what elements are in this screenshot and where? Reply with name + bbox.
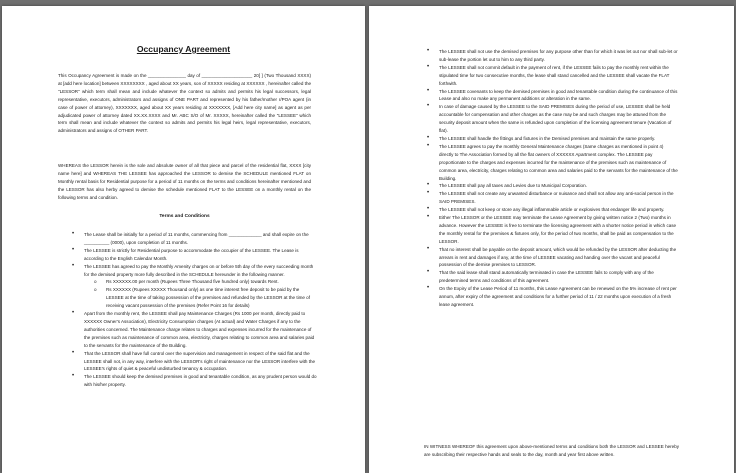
term-item: • The LESSEE shall handle the fittings and fixtures in the Demised premises and maintain the same properly. [427,135,679,143]
term-item: • The LESSEE covenants to keep the demised premises in good and tenantable condition during the continuance of this Lease and also no make any permanent additions or alteration in the same. [427,88,679,104]
term-item: • The LESSEE shall not create any unwanted disturbance or nuisance and shall not allow any anti-social person in the SAID PREMISES. [427,190,679,206]
document-page-left [2,6,365,473]
term-item: • In case of damage caused by the LESSEE to the SAID PREMISES during the period of use, LESSEE shall be held accountable for compensation and other charges as the case may be and such charges may be attuned from the security deposit amount when the same is refunded upon completion of the licensing agreement tenure (Vacation of flat). [427,103,679,135]
term-item: • That the LESSOR shall have full control over the supervision and management in respect of the said flat and the LESSEE shall not, in any way, interfere with the LESSOR's right of maintenance nor the LESSOR interfere with the LESSEE's rights of quiet & peaceful undisturbed tenancy & occupation. [72,350,317,374]
terms-list-left [72,231,317,389]
term-sublist [94,278,317,310]
term-item: • On the Expiry of the Lease Period of 11 months, this Lease Agreement can be renewed on the 5% increase of rent per annum, after expiry of the agreement and conditions for a further period of 11 / 22 months upon execution of a fresh lease agreement. [427,285,679,309]
term-item: • The LESSEE shall not keep or store any illegal inflammable article or explosives that endanger life and property. [427,206,679,214]
term-item: • The LESSEE shall not use the demised premises for any purpose other than for which it was let out nor shall sub-let or sub-lease the portion let out to him to any third party. [427,48,679,64]
term-item: • The LESSEE is strictly for Residential purpose to accommodate the occupier of the LESSEE. The Lease is according to the English Calendar Month. [72,247,317,263]
term-item-text: The LESSEE has agreed to pay the Monthly Amenity charges on or before 5th day of the every succeeding month for the demised property more fully described in the SCHEDULE hereunder in the following manner. [84,263,314,277]
term-item: • The Lease shall be initially for a period of 11 months, commencing from _____________ and shall expire on the __________ (0000), upon completion of 11 months. [72,231,317,247]
term-subitem: o Rs XXXXXX.00 per month (Rupees Three Thousand five hundred only) towards Rent. [94,278,317,286]
document-page-right [369,6,734,473]
whereas-paragraph: WHEREAS the LESSOR herein is the sole and absolute owner of all that piece and parcel of the residential flat, XXXX [city name here] and WHEREAS THE LESSEE has approached the LESSOR to demise the SCHEDULE mentioned FLAT on Monthly rental basis for Residential purpose for a period of 11 months on the terms and conditions hereinafter mentioned and the LESSOR has also herby agreed to demise the schedule mentioned FLAT to the LESSEE on a monthly rental on the following terms and condition. [58,163,311,200]
term-item: • The LESSEE agrees to pay the monthly General Maintenance charges (Same charges as mentioned in point 4) directly to The Association formed by all the flat owners of XXXXXX Apartment complex. The LESSEE pay proportionate to the charges and expenses incurred for the maintenance of the premises such as maintenance of common area, electricity, charges relating to common area and salaries paid to the servants for the maintenance of the Building. [427,143,679,183]
term-item: • That the said lease shall stand automatically terminated in case the LESSEE fails to comply with any of the predetermined terms and conditions of this agreement. [427,269,679,285]
term-item: • Either The LESSOR or the LESSEE may terminate the Lease Agreement by giving written notice 2 (Two) months in advance. However the LESSEE is free to terminate the licensing agreement with a shorter notice period in which case the monthly rental for the premises & fixtures only, for the period of two months, shall be paid as compensation to the LESSOR. [427,214,679,246]
term-item: • The LESSEE shall pay all taxes and Levies due to Municipal Corporation. [427,182,679,190]
term-subitem: o Rs XXXXXX (Rupees XXXXX Thousand only) as one time interest free deposit to be paid by the LESSEE at the time of taking possession of the premises and refunded by the LESSOR at the time of receiving vacant possession of the premises (Refer Point 16 for details) [94,286,317,310]
term-item: • That no interest shall be payable on the deposit amount, which would be refunded by the LESSOR after deducting the arrears in rent and damages if any, at the time of LESSEE vacating and handing over the vacant and peaceful possession of the demise premises to LESSOR. [427,246,679,270]
term-item: • The LESSEE shall not commit default in the payment of rent, if the LESSEE fails to pay the monthly rent within the stipulated time for two consecutive months, the lease shall stand cancelled and the LESSEE shall vacate the FLAT forthwith. [427,64,679,88]
term-item: • The LESSEE should keep the demised premises in good and tenantable condition, as any prudent person would do with his/her property. [72,373,317,389]
terms-list-right [427,48,679,309]
terms-heading: Terms and Conditions [159,214,210,219]
document-title: Occupancy Agreement [136,44,231,54]
witness-paragraph: IN WITNESS WHEREOF this agreement upon above-mentioned terms and conditions both the LESSOR and LESSEE hereby are subscribing their respective hands and seals to the day, month and year first above written. [424,444,679,457]
term-item [72,263,317,310]
term-item: • Apart from the monthly rent, the LESSEE shall pay Maintenance Charges (Rs 1000 per month, directly paid to XXXXXX Owner's Association), Electricity Consumption charges (At actual) and Water Charges if any to the authorities concerned. The Maintenance charge relates to charges and expenses incurred for the maintenance of the premises such as maintenance of common area, electricity, charges relating to common area and salaries paid to the servants for the maintenance of the Building. [72,310,317,350]
intro-paragraph: This Occupancy Agreement is made on the _______________ day of ____________________ 20[ ] (Two Thousand XXXX) at [add here location] between XXXXXXXX , aged about XX years, son of XXXXX residing at XXXXXX , hereinafter called the "LESSOR" which term shall mean and include whatever the context so admits and permits his legal successors, legal representative, executors, administrators and assigns of ONE PART and represented by his father/mother r/POA agent (in case of power of attorney), XXXXXXX, aged about XX years residing at XXXXXXX, [Add here city name] as agent as per adjudicated power of attorney dated XX.XX.XXXX and Mr. ABC S/O of Mr. XXXXX, hereinafter called the "LESSEE" which term shall mean and include whatever the context so admits and permits his legal heirs, legal representative, executors, administrators and assigns of OTHER PART. [58,73,311,134]
